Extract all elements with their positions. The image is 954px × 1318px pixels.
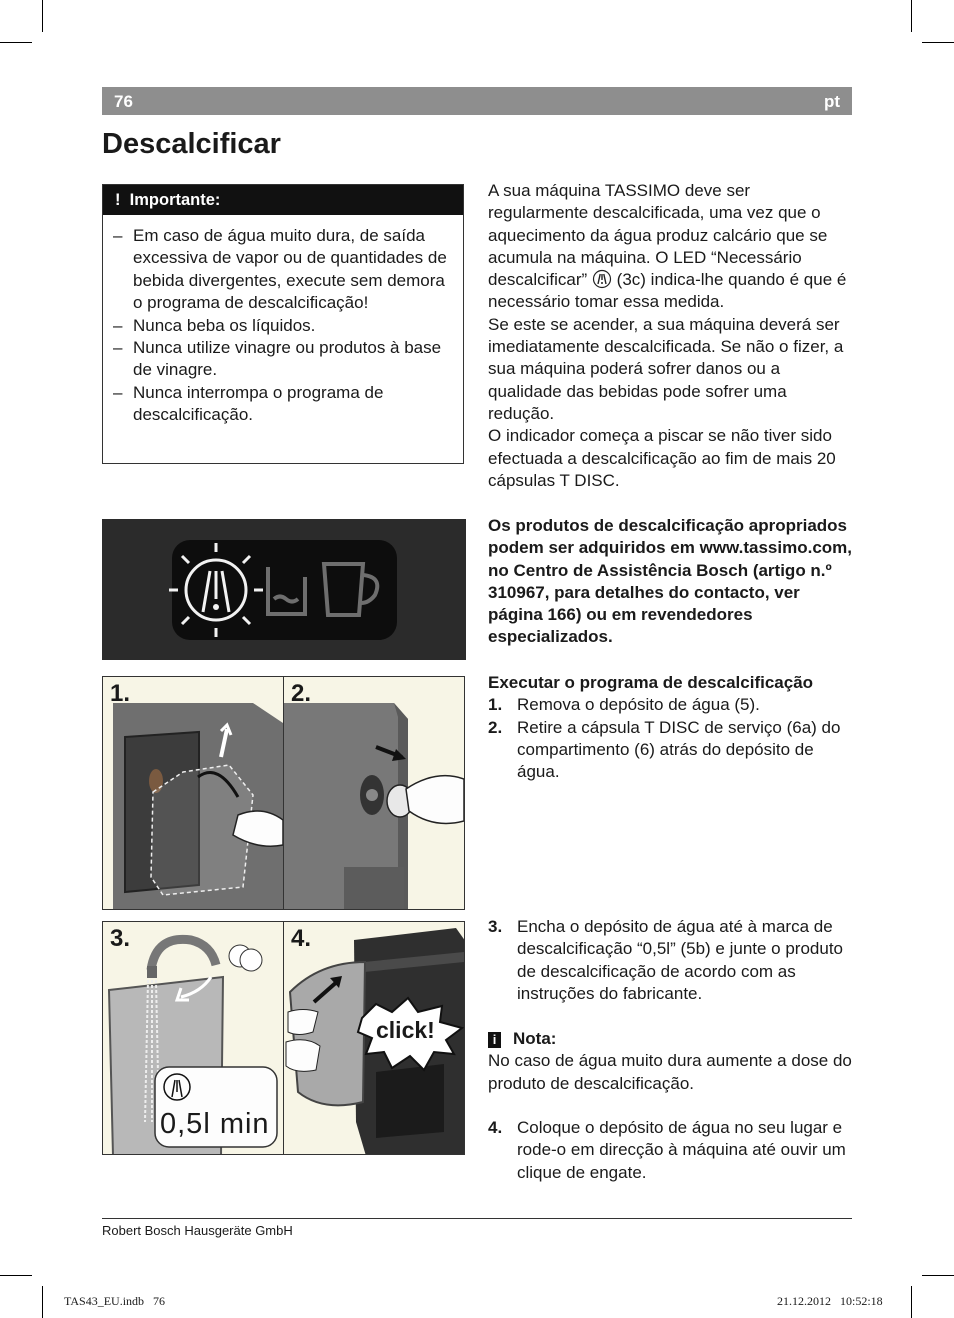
- list-item: 1. Remova o depósito de água (5).: [488, 695, 760, 715]
- language-code: pt: [823, 92, 840, 111]
- led-panel-image: [102, 519, 466, 660]
- important-list: [103, 215, 463, 427]
- list-item: 4. Coloque o depósito de água no seu lugar e rode-o em direcção à máquina até ouvir um clique de engate.: [488, 1118, 846, 1182]
- marker-label: 0,5l min: [160, 1108, 270, 1140]
- page-title: Descalcificar: [102, 128, 281, 160]
- program-steps-1-2: [488, 694, 852, 783]
- list-item: – Em caso de água muito dura, de saída excessiva de vapor ou de quantidades de bebida divergentes, execute sem demora o programa de descalcificação!: [113, 225, 449, 315]
- program-heading: Executar o programa de descalcificação: [488, 673, 814, 692]
- products-note: Os produtos de descalcificação apropriados podem ser adquiridos em www.tassimo.com, no Centro de Assistência Bosch (artigo n.º 310967, para detalhes do contacto, ver página 166) ou em revendedores especializados.: [488, 516, 853, 647]
- page-footer: [102, 1218, 852, 1238]
- intro-text: [488, 180, 852, 492]
- intro-paragraph: Se este se acender, a sua máquina deverá ser imediatamente descalcificada. Se não o fizer, a sua máquina poderá sofrer danos ou a qualidade das bebidas pode sofrer uma redução.: [488, 314, 844, 423]
- figure-step-2: [283, 676, 465, 910]
- page-header: [102, 87, 852, 115]
- descale-icon: [592, 269, 612, 289]
- company-name: Robert Bosch Hausgeräte GmbH: [102, 1223, 293, 1238]
- crop-mark: [911, 1286, 912, 1318]
- crop-mark: [922, 42, 954, 43]
- nota-text: No caso de água muito dura aumente a dose do produto de descalcificação.: [488, 1051, 852, 1093]
- list-item: – Nunca beba os líquidos.: [113, 315, 449, 337]
- important-box: [102, 184, 464, 464]
- figure-label: 2.: [291, 680, 312, 707]
- page-number: 76: [114, 92, 133, 111]
- print-file-info: TAS43_EU.indb 76: [64, 1294, 166, 1308]
- figure-label: 1.: [110, 680, 131, 707]
- figure-label: 4.: [291, 925, 312, 952]
- crop-mark: [0, 42, 32, 43]
- figure-label: 3.: [110, 925, 131, 952]
- info-icon: i: [488, 1032, 501, 1048]
- intro-paragraph: O indicador começa a piscar se não tiver sido efectuada a descalcificação ao fim de mais 20 cápsulas T DISC.: [488, 426, 836, 490]
- figure-step-4: [283, 921, 465, 1155]
- warning-icon: !: [115, 191, 121, 209]
- program-step-3: [488, 916, 852, 1005]
- program-step-4: [488, 1117, 852, 1184]
- nota-heading: i Nota:: [488, 1028, 852, 1050]
- crop-mark: [42, 1286, 43, 1318]
- crop-mark: [922, 1275, 954, 1276]
- figure-step-1: [102, 676, 284, 910]
- list-item: 2. Retire a cápsula T DISC de serviço (6a) do compartimento (6) atrás do depósito de água.: [488, 717, 841, 782]
- list-item: – Nunca interrompa o programa de descalcificação.: [113, 382, 449, 427]
- crop-mark: [911, 0, 912, 32]
- important-heading: ! Importante:: [103, 185, 463, 215]
- crop-mark: [0, 1275, 32, 1276]
- print-date-info: 21.12.2012 10:52:18: [777, 1294, 883, 1308]
- intro-paragraph: A sua máquina TASSIMO deve ser regularmente descalcificada, uma vez que o aquecimento da água produz calcário que se acumula na máquina. O LED “Necessário descalcificar” (3c) indica-lhe quando é que é necessário tomar essa medida.: [488, 181, 847, 312]
- list-item: – Nunca utilize vinagre ou produtos à base de vinagre.: [113, 337, 449, 382]
- click-label: click!: [376, 1017, 435, 1043]
- figure-step-3: [102, 921, 284, 1155]
- program-section: [488, 672, 852, 783]
- list-item: 3. Encha o depósito de água até à marca de descalcificação “0,5l” (5b) e junte o produto de descalcificação de acordo com as instruções do fabricante.: [488, 917, 844, 1003]
- crop-mark: [42, 0, 43, 32]
- nota-box: [488, 1028, 852, 1095]
